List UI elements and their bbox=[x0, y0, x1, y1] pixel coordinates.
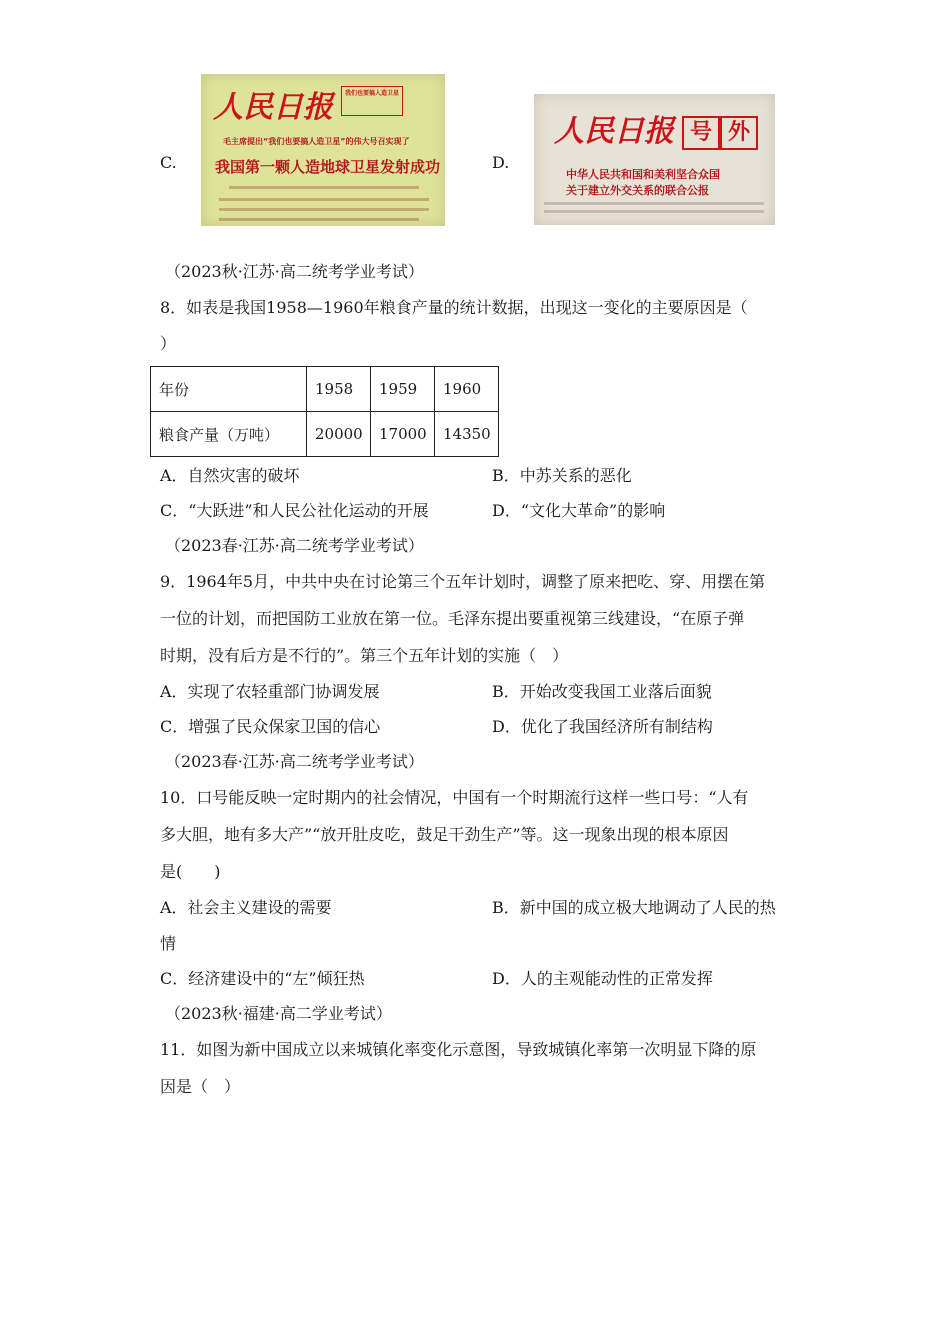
text-line bbox=[219, 198, 429, 201]
q9-option-d: D．优化了我国经济所有制结构 bbox=[492, 717, 713, 736]
q9-option-b: B．开始改变我国工业落后面貌 bbox=[492, 682, 712, 701]
table-row bbox=[151, 367, 499, 412]
q8-stem-1: 8．如表是我国1958—1960年粮食产量的统计数据，出现这一变化的主要原因是（ bbox=[160, 298, 748, 317]
table-cell: 1959 bbox=[371, 367, 435, 412]
q8-source: （2023秋·江苏·高二统考学业考试） bbox=[165, 262, 424, 281]
q10-stem-3: 是( ) bbox=[160, 862, 221, 881]
headline-2: 关于建立外交关系的联合公报 bbox=[566, 184, 709, 197]
newspaper-image-satellite bbox=[201, 74, 445, 226]
table-cell: 年份 bbox=[151, 367, 307, 412]
extra-stamp: 号 bbox=[682, 116, 720, 150]
table-cell: 1958 bbox=[307, 367, 371, 412]
extra-stamp: 外 bbox=[720, 116, 758, 150]
q9-option-c: C．增强了民众保家卫国的信心 bbox=[160, 717, 381, 736]
q10-stem-1: 10．口号能反映一定时期内的社会情况，中国有一个时期流行这样一些口号：“人有 bbox=[160, 788, 749, 807]
q10-option-b: B．新中国的成立极大地调动了人民的热 bbox=[492, 898, 776, 917]
newspaper-image-diplomatic bbox=[534, 94, 775, 225]
text-line bbox=[544, 210, 764, 213]
table-cell: 17000 bbox=[371, 412, 435, 457]
table-row bbox=[151, 412, 499, 457]
q11-stem-2: 因是（ ） bbox=[160, 1077, 241, 1096]
text-line bbox=[544, 202, 764, 205]
badge: 我们也要搞人造卫星 bbox=[341, 86, 403, 116]
table-cell: 20000 bbox=[307, 412, 371, 457]
grain-output-table bbox=[150, 366, 499, 457]
q11-source: （2023秋·福建·高二学业考试） bbox=[165, 1004, 392, 1023]
q10-stem-2: 多大胆，地有多大产”“放开肚皮吃，鼓足干劲生产”等。这一现象出现的根本原因 bbox=[160, 825, 729, 844]
q8-option-c: C．“大跃进”和人民公社化运动的开展 bbox=[160, 501, 429, 520]
q10-option-d: D．人的主观能动性的正常发挥 bbox=[492, 969, 713, 988]
text-line bbox=[229, 186, 419, 189]
q9-source: （2023春·江苏·高二统考学业考试） bbox=[165, 536, 424, 555]
option-d-label: D. bbox=[492, 153, 510, 172]
q9-stem-3: 时期，没有后方是不行的”。第三个五年计划的实施（ ） bbox=[160, 646, 569, 665]
q8-option-d: D．“文化大革命”的影响 bbox=[492, 501, 666, 520]
table-cell: 粮食产量（万吨） bbox=[151, 412, 307, 457]
q9-stem-1: 9．1964年5月，中共中央在讨论第三个五年计划时，调整了原来把吃、穿、用摆在第 bbox=[160, 572, 766, 591]
q10-option-c: C．经济建设中的“左”倾狂热 bbox=[160, 969, 365, 988]
q10-option-b-wrap: 情 bbox=[160, 934, 177, 953]
q11-stem-1: 11．如图为新中国成立以来城镇化率变化示意图，导致城镇化率第一次明显下降的原 bbox=[160, 1040, 757, 1059]
q9-stem-2: 一位的计划，而把国防工业放在第一位。毛泽东提出要重视第三线建设，“在原子弹 bbox=[160, 609, 745, 628]
headline-1: 中华人民共和国和美利坚合众国 bbox=[566, 168, 720, 181]
q9-option-a: A．实现了农轻重部门协调发展 bbox=[160, 682, 380, 701]
option-c-label: C. bbox=[160, 153, 177, 172]
q10-option-a: A．社会主义建设的需要 bbox=[160, 898, 332, 917]
table-cell: 1960 bbox=[435, 367, 499, 412]
table-cell: 14350 bbox=[435, 412, 499, 457]
q8-option-b: B．中苏关系的恶化 bbox=[492, 466, 632, 485]
q8-option-a: A．自然灾害的破坏 bbox=[160, 466, 300, 485]
headline: 我国第一颗人造地球卫星发射成功 bbox=[215, 158, 441, 176]
text-line bbox=[219, 208, 429, 211]
masthead: 人民日报 bbox=[554, 114, 674, 149]
text-line bbox=[219, 218, 419, 221]
masthead: 人民日报 bbox=[213, 90, 333, 125]
q8-stem-2: ） bbox=[160, 334, 177, 353]
q10-source: （2023春·江苏·高二统考学业考试） bbox=[165, 752, 424, 771]
subhead: 毛主席提出“我们也要搞人造卫星”的伟大号召实现了 bbox=[223, 137, 410, 146]
